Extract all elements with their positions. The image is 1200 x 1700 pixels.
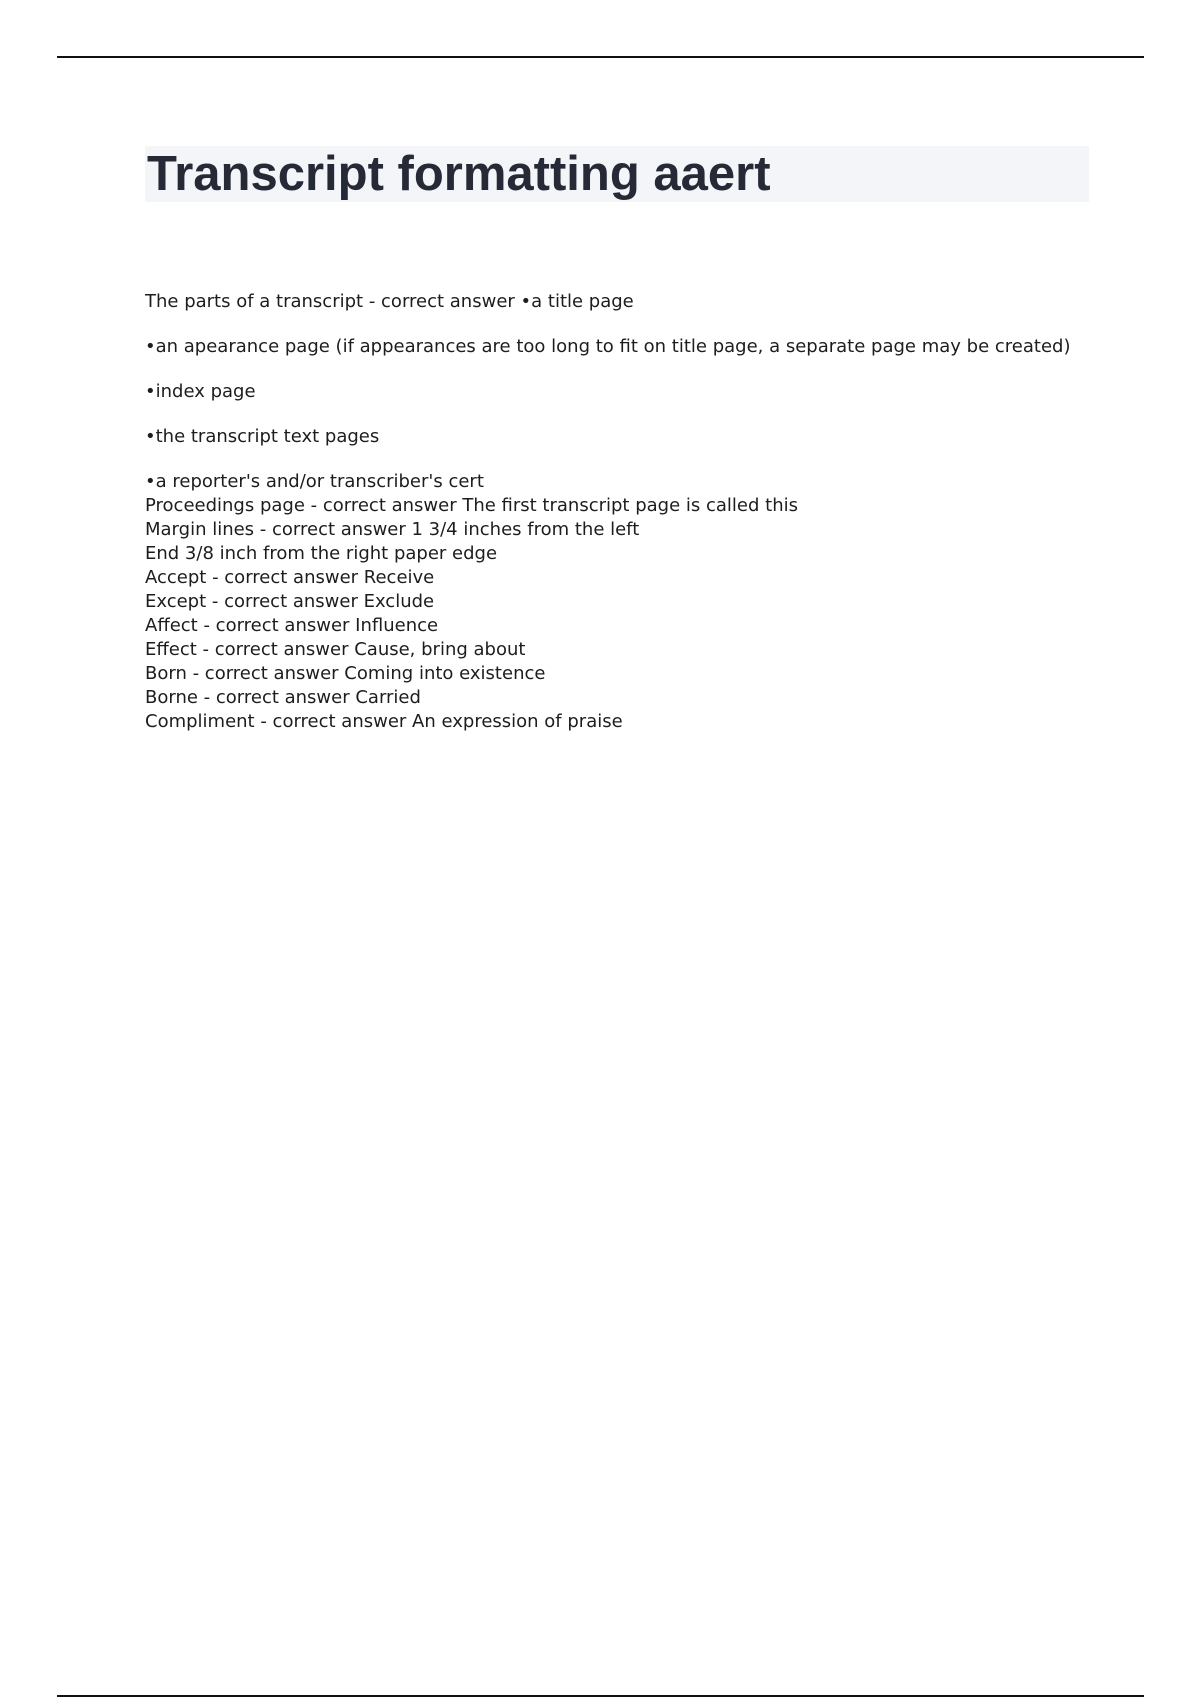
qa-entry: Effect - correct answer Cause, bring about <box>145 639 526 660</box>
list-item: The parts of a transcript - correct answer •a title page <box>145 291 634 312</box>
qa-entry: Born - correct answer Coming into existence <box>145 663 546 684</box>
qa-entry: Proceedings page - correct answer The first transcript page is called this <box>145 495 798 516</box>
qa-entry: End 3/8 inch from the right paper edge <box>145 543 498 564</box>
qa-entry: Margin lines - correct answer 1 3/4 inches from the left <box>145 519 640 540</box>
qa-entry: Compliment - correct answer An expression of praise <box>145 711 623 732</box>
list-item: •index page <box>145 381 256 402</box>
qa-entry: Borne - correct answer Carried <box>145 687 421 708</box>
list-item: •a reporter's and/or transcriber's cert <box>145 471 484 492</box>
qa-entry: Accept - correct answer Receive <box>145 567 435 588</box>
list-item: •the transcript text pages <box>145 426 380 447</box>
qa-entry: Except - correct answer Exclude <box>145 591 435 612</box>
document-title: Transcript formatting aaert <box>147 147 771 201</box>
transcript-parts-block <box>145 290 1105 494</box>
bottom-rule <box>57 1695 1144 1697</box>
top-rule <box>57 56 1144 58</box>
qa-entry: Affect - correct answer Influence <box>145 615 439 636</box>
list-item: •an apearance page (if appearances are too long to fit on title page, a separate page may be created) <box>145 336 1071 357</box>
document-body <box>145 290 1105 734</box>
